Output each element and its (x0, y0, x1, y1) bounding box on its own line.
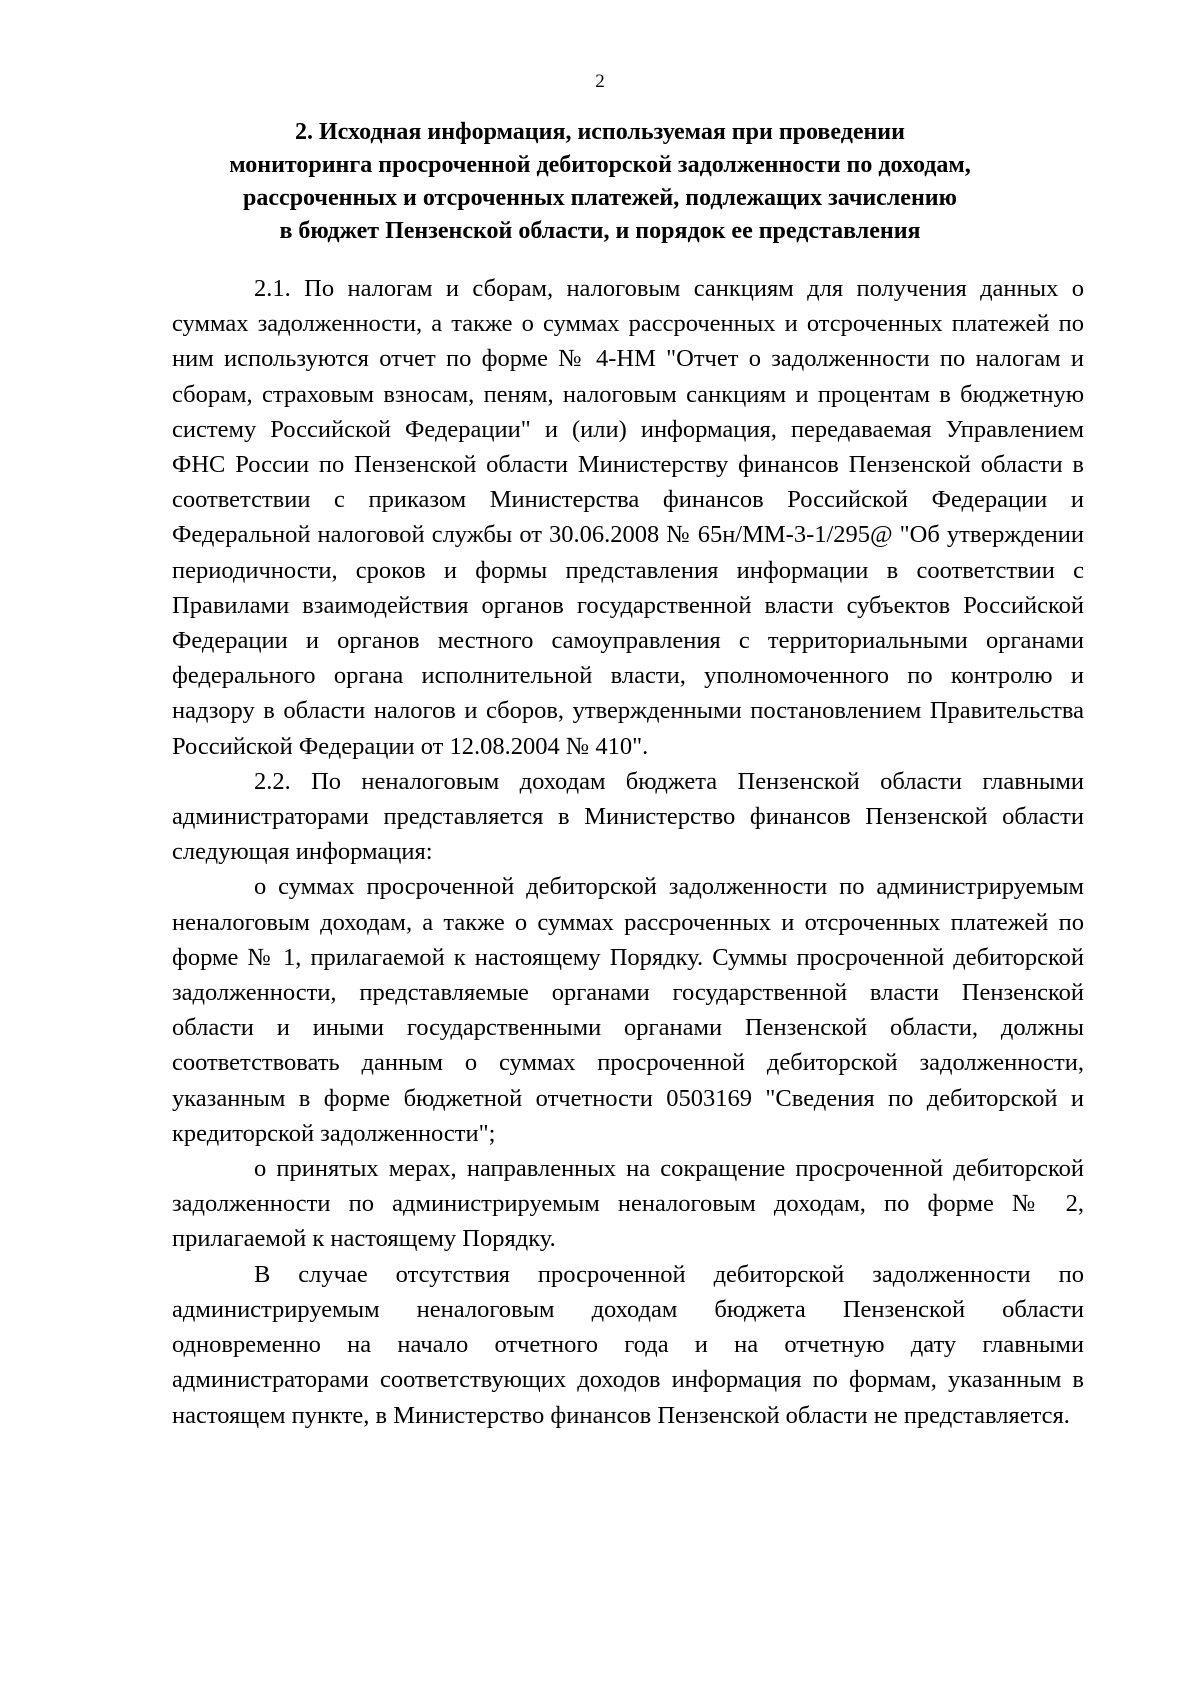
paragraph-form-1: о суммах просроченной дебиторской задолженности по администрируемым неналоговым доходам, а также о суммах рассроченных и отсроченных платежей по форме № 1, прилагаемой к настоящему Порядку. Суммы просроченной дебиторской задолженности, представляемые органами государственной власти Пензенской области и иными государственными органами Пензенской области, должны соответствовать данным о суммах просроченной дебиторской задолженности, указанным в форме бюджетной отчетности 0503169 "Сведения по дебиторской и кредиторской задолженности"; (172, 873, 1084, 1147)
section-heading-line: 2. Исходная информация, используемая при проведении (295, 119, 905, 145)
page-number: 2 (595, 71, 605, 92)
section-body (172, 271, 1084, 1433)
section-heading-line: мониторинга просроченной дебиторской задолженности по доходам, (229, 152, 971, 178)
section-heading (150, 116, 1050, 248)
section-heading-line: в бюджет Пензенской области, и порядок ее представления (279, 218, 921, 244)
paragraph-form-2: о принятых мерах, направленных на сокращение просроченной дебиторской задолженности по администрируемым неналоговым доходам, по форме № 2, прилагаемой к настоящему Порядку. (172, 1155, 1084, 1253)
paragraph-2-2: 2.2. По неналоговым доходам бюджета Пензенской области главными администраторами представляется в Министерство финансов Пензенской области следующая информация: (172, 767, 1084, 866)
paragraph-2-1: 2.1. По налогам и сборам, налоговым санкциям для получения данных о суммах задолженности, а также о суммах рассроченных и отсроченных платежей по ним используются отчет по форме № 4-НМ "Отчет о задолженности по налогам и сборам, страховым взносам, пеням, налоговым санкциям и процентам в бюджетную систему Российской Федерации" и (или) информация, передаваемая Управлением ФНС России по Пензенской области Министерству финансов Пензенской области в соответствии с приказом Министерства финансов Российской Федерации и Федеральной налоговой службы от 30.06.2008 № 65н/ММ-3-1/295@ "Об утверждении периодичности, сроков и формы представления информации в соответствии с Правилами взаимодействия органов государственной власти субъектов Российской Федерации и органов местного самоуправления с территориальными органами федерального органа исполнительной власти, уполномоченного по контролю и надзору в области налогов и сборов, утвержденными постановлением Правительства Российской Федерации от 12.08.2004 № 410". (172, 275, 1084, 760)
section-heading-line: рассроченных и отсроченных платежей, подлежащих зачислению (243, 185, 957, 211)
paragraph-no-debt: В случае отсутствия просроченной дебиторской задолженности по администрируемым неналоговым доходам бюджета Пензенской области одновременно на начало отчетного года и на отчетную дату главными администраторами соответствующих доходов информация по формам, указанным в настоящем пункте, в Министерство финансов Пензенской области не представляется. (172, 1260, 1084, 1429)
